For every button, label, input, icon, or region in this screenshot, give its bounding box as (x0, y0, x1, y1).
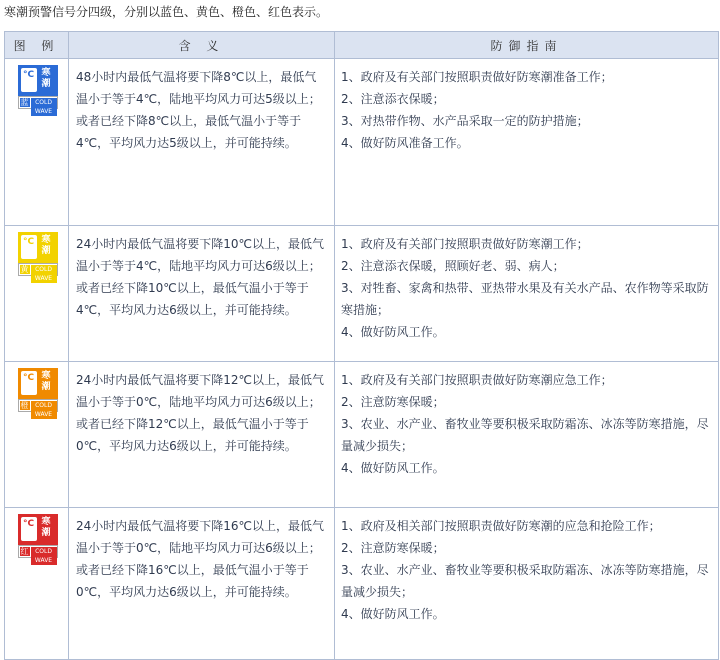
signal-english: COLD WAVE (31, 265, 57, 283)
thermometer-icon: °C (21, 68, 37, 92)
signal-label: 寒潮 (41, 235, 51, 256)
guide-item: 3、对热带作物、水产品采取一定的防护措施； (341, 114, 589, 128)
guide-item: 2、注意添衣保暖，照顾好老、弱、病人； (341, 259, 565, 273)
level-label: 蓝 (20, 98, 29, 107)
guide-cell (335, 362, 719, 508)
cold-wave-signal-icon (18, 232, 58, 282)
level-label: 橙 (20, 401, 29, 410)
thermometer-icon: °C (21, 517, 37, 541)
legend-cell (5, 59, 69, 226)
guide-item: 3、农业、水产业、畜牧业等要积极采取防霜冻、冰冻等防寒措施，尽量减少损失； (341, 417, 709, 453)
meaning-cell: 24小时内最低气温将要下降10℃以上，最低气温小于等于4℃，陆地平均风力可达6级以上；或者已经下降10℃以上，最低气温小于等于4℃，平均风力达6级以上，并可能持续。 (69, 226, 335, 362)
warning-table (4, 31, 719, 660)
table-header-row (5, 32, 719, 59)
guide-item: 2、注意添衣保暖； (341, 92, 445, 106)
legend-cell (5, 226, 69, 362)
guide-item: 1、政府及有关部门按照职责做好防寒潮工作； (341, 237, 589, 251)
intro-text: 寒潮预警信号分四级，分别以蓝色、黄色、橙色、红色表示。 (4, 5, 329, 19)
legend-cell (5, 362, 69, 508)
header-legend: 图 例 (5, 32, 69, 59)
signal-label: 寒潮 (41, 371, 51, 392)
guide-item: 4、做好防风准备工作。 (341, 136, 469, 150)
thermometer-icon: °C (21, 371, 37, 395)
signal-english: COLD WAVE (31, 547, 57, 565)
meaning-cell: 48小时内最低气温将要下降8℃以上，最低气温小于等于4℃，陆地平均风力可达5级以上；或者已经下降8℃以上，最低气温小于等于4℃，平均风力达5级以上，并可能持续。 (69, 59, 335, 226)
cold-wave-signal-icon (18, 368, 58, 418)
meaning-cell: 24小时内最低气温将要下降12℃以上，最低气温小于等于0℃，陆地平均风力可达6级以上；或者已经下降12℃以上，最低气温小于等于0℃，平均风力达6级以上，并可能持续。 (69, 362, 335, 508)
guide-item: 2、注意防寒保暖； (341, 541, 445, 555)
level-label: 黄 (20, 265, 29, 274)
guide-cell (335, 508, 719, 660)
level-label: 红 (20, 547, 29, 556)
cold-wave-signal-icon (18, 65, 58, 115)
guide-item: 4、做好防风工作。 (341, 607, 445, 621)
guide-item: 2、注意防寒保暖； (341, 395, 445, 409)
signal-label: 寒潮 (41, 517, 51, 538)
guide-item: 3、农业、水产业、畜牧业等要积极采取防霜冻、冰冻等防寒措施，尽量减少损失； (341, 563, 709, 599)
guide-item: 1、政府及有关部门按照职责做好防寒潮应急工作； (341, 373, 613, 387)
signal-english: COLD WAVE (31, 401, 57, 419)
legend-cell (5, 508, 69, 660)
table-row (5, 59, 719, 226)
guide-cell (335, 59, 719, 226)
guide-item: 4、做好防风工作。 (341, 325, 445, 339)
guide-cell (335, 226, 719, 362)
guide-item: 4、做好防风工作。 (341, 461, 445, 475)
table-row (5, 226, 719, 362)
signal-english: COLD WAVE (31, 98, 57, 116)
thermometer-icon: °C (21, 235, 37, 259)
guide-item: 1、政府及相关部门按照职责做好防寒潮的应急和抢险工作； (341, 519, 661, 533)
guide-item: 3、对牲畜、家禽和热带、亚热带水果及有关水产品、农作物等采取防寒措施； (341, 281, 709, 317)
table-row (5, 362, 719, 508)
header-meaning: 含 义 (69, 32, 335, 59)
guide-item: 1、政府及有关部门按照职责做好防寒潮准备工作； (341, 70, 613, 84)
signal-label: 寒潮 (41, 68, 51, 89)
header-guide: 防御指南 (335, 32, 719, 59)
meaning-cell: 24小时内最低气温将要下降16℃以上，最低气温小于等于0℃，陆地平均风力可达6级以上；或者已经下降16℃以上，最低气温小于等于0℃，平均风力达6级以上，并可能持续。 (69, 508, 335, 660)
cold-wave-signal-icon (18, 514, 58, 564)
table-row (5, 508, 719, 660)
